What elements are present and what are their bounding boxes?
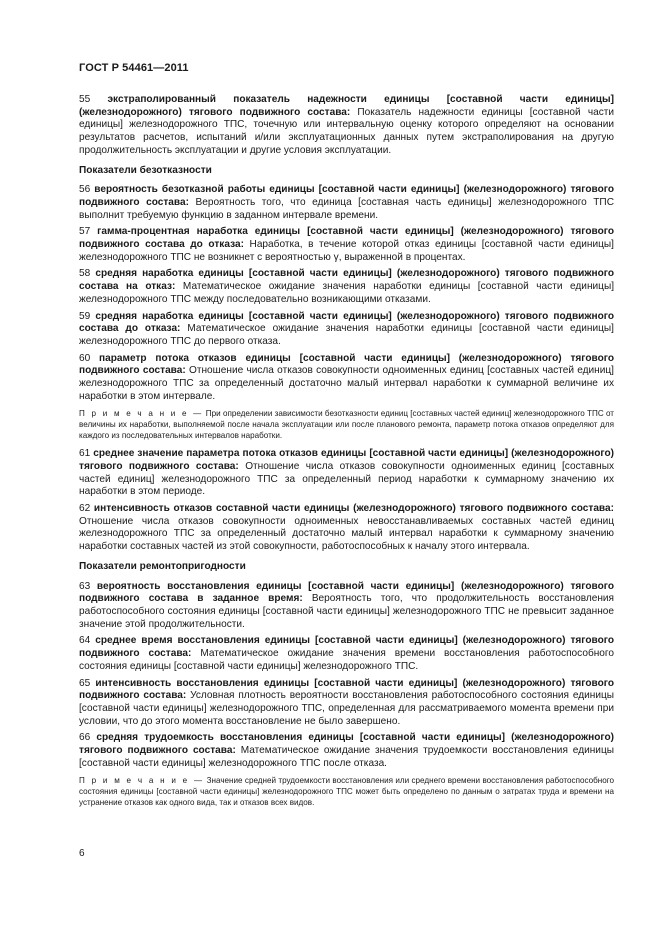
note-text: При определении зависимости безотказности единиц [составных частей единиц] железнодорожного ТПС от величины их наработки, выполняемой после начала эксплуатации или после планового ремонта, параметр потока отказов определяют для каждого из последовательных интервалов наработки. — [79, 409, 614, 440]
term-number: 55 — [79, 94, 91, 105]
term-entry — [79, 311, 614, 349]
term-definition: Математическое ожидание значения времени восстановления работоспособного состояния единицы [составной части единицы] железнодорожного ТПС. — [79, 648, 614, 672]
term-title: параметр потока отказов единицы [составной части единицы] (железнодорожного) тягового подвижного состава: — [79, 352, 614, 377]
term-title: вероятность восстановления единицы [составной части единицы] (железнодорожного) тягового подвижного состава в заданное время: — [79, 580, 614, 605]
page-number: 6 — [79, 848, 85, 859]
term-entry — [79, 581, 614, 632]
term-title: экстраполированный показатель надежности единицы [составной части единицы] (железнодорожного) тягового подвижного состава: — [79, 94, 614, 118]
term-definition: Условная плотность вероятности восстановления работоспособного состояния единицы [составной части единицы] железнодорожного ТПС, определенная для рассматриваемого момента времени при условии, что до этого момента восстановление не было завершено. — [79, 690, 614, 727]
term-title: интенсивность восстановления единицы [составной части единицы] (железнодорожного) тягового подвижного состава: — [79, 677, 614, 702]
term-definition: Математическое ожидание значения наработки единицы [составной части единицы] железнодорожного ТПС до первого отказа. — [79, 323, 614, 347]
section-heading: Показатели ремонтопригодности — [79, 560, 246, 572]
section-heading: Показатели безотказности — [79, 164, 212, 176]
term-definition: Отношение числа отказов совокупности одноименных единиц [составных частей единиц] железнодорожного ТПС за определенный период наработки к суммарному значению их наработки в этом периоде. — [79, 460, 614, 498]
term-definition: Показатель надежности единицы [составной части единицы] железнодорожного ТПС, точечную или интервальную оценку которого определяют на основании результатов расчетов, испытаний и/или эксплуатационных данных путем экстраполирования на другую продолжительность эксплуатации и другие условия эксплуатации. — [79, 106, 615, 156]
term-title: гамма-процентная наработка единицы [составной части единицы] (железнодорожного) тягового подвижного состава до отказа: — [79, 226, 614, 251]
term-entry — [79, 353, 614, 404]
term-number: 60 — [79, 352, 91, 364]
term-number: 59 — [79, 310, 91, 322]
term-entry — [79, 94, 614, 158]
note-text: Значение средней трудоемкости восстановления или среднего времени восстановления работоспособного состояния единицы [составной части единицы] железнодорожного ТПС может быть определено по данным о затратах труда и времени на устранение отказов как одного вида, так и отказов всех видов. — [79, 776, 614, 807]
term-definition: Вероятность того, что единица [составная часть единицы] железнодорожного ТПС выполнит требуемую функцию в заданном интервале времени. — [79, 196, 614, 221]
term-entry — [79, 268, 614, 306]
term-definition: Математическое ожидание значения наработки единицы [составной части единицы] железнодорожного ТПС между последовательно возникающими отказами. — [79, 281, 614, 305]
term-title: среднее значение параметра потока отказов единицы [составной части единицы] (железнодорожного) тягового подвижного состава: — [79, 448, 614, 472]
document-header: ГОСТ Р 54461—2011 — [79, 62, 189, 74]
term-title: средняя наработка единицы [составной части единицы] (железнодорожного) тягового подвижного состава на отказ: — [79, 268, 615, 293]
term-entry — [79, 448, 614, 499]
term-entry — [79, 678, 614, 729]
term-number: 62 — [79, 503, 91, 515]
term-entry — [79, 635, 614, 673]
term-number: 58 — [79, 268, 91, 280]
term-entry — [79, 184, 614, 222]
note — [79, 409, 614, 441]
term-definition: Математическое ожидание значения трудоемкости восстановления единицы [составной части единицы] железнодорожного ТПС после отказа. — [79, 745, 614, 769]
term-entry — [79, 226, 614, 264]
term-number: 61 — [79, 448, 91, 460]
term-entry — [79, 503, 614, 554]
term-title: средняя трудоемкость восстановления единицы [составной части единицы] (железнодорожного) тягового подвижного состава: — [79, 732, 614, 757]
note-label: П р и м е ч а н и е — — [79, 776, 205, 786]
term-definition: Вероятность того, что продолжительность восстановления работоспособного состояния единицы [составной части единицы] железнодорожного ТПС не превысит заданное значение этой продолжительности. — [79, 593, 615, 630]
term-title: средняя наработка единицы [составной части единицы] (железнодорожного) тягового подвижного состава до отказа: — [79, 310, 615, 335]
term-number: 57 — [79, 226, 91, 238]
term-number: 63 — [79, 580, 91, 592]
term-definition: Отношение числа отказов совокупности одноименных невосстанавливаемых составных частей единиц железнодорожного ТПС за определенный достаточно малый интервал наработки к суммарному значению наработки составных частей из этой совокупности, работоспособных к началу этого интервала. — [79, 515, 614, 553]
term-number: 64 — [79, 635, 91, 647]
term-title: среднее время восстановления единицы [составной части единицы] (железнодорожного) тягового подвижного состава: — [79, 635, 614, 660]
term-title: вероятность безотказной работы единицы [составной части единицы] (железнодорожного) тягового подвижного состава: — [79, 184, 614, 208]
note — [79, 776, 614, 808]
term-title: интенсивность отказов составной части единицы (железнодорожного) тягового подвижного состава: — [93, 503, 614, 515]
term-definition: Отношение числа отказов совокупности одноименных единиц [составных частей единиц] железнодорожного ТПС за определенный достаточно малый интервал наработки к суммарной величине их наработки в этом интервале. — [79, 365, 614, 402]
term-entry — [79, 732, 614, 770]
term-definition: Наработка, в течение которой отказ единицы [составной части единицы] железнодорожного ТПС не возникнет с вероятностью γ, выраженной в процентах. — [79, 239, 614, 263]
term-number: 56 — [79, 184, 91, 196]
term-number: 65 — [79, 677, 91, 689]
term-number: 66 — [79, 732, 91, 744]
note-label: П р и м е ч а н и е — — [79, 409, 204, 419]
document-body — [79, 94, 614, 815]
